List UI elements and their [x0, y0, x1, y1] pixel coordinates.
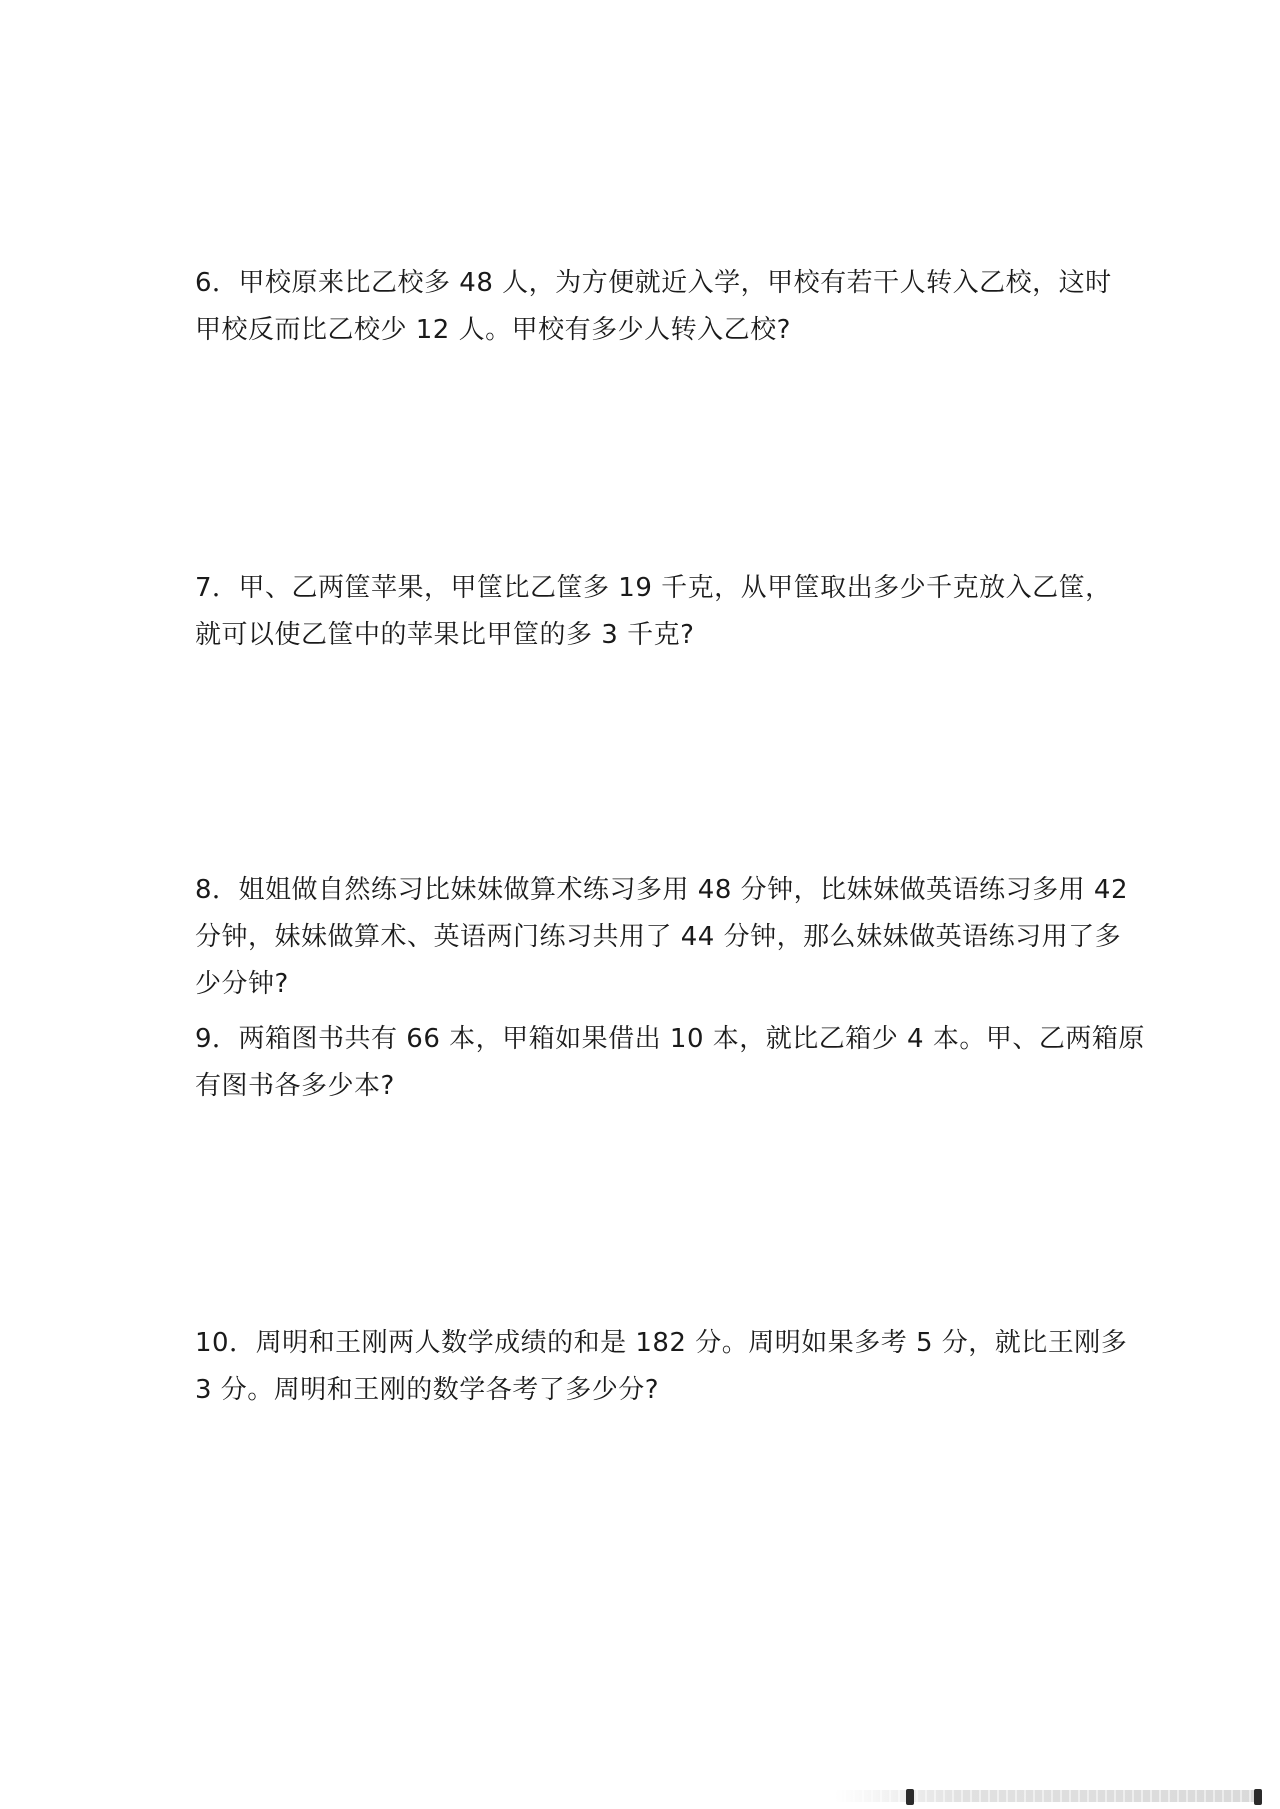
question-7-line-1: 7．甲、乙两筐苹果，甲筐比乙筐多 19 千克，从甲筐取出多少千克放入乙筐， [195, 573, 1112, 603]
question-9-line-2: 有图书各多少本? [195, 1071, 395, 1101]
question-9 [195, 1016, 1145, 1110]
question-7-line-2: 就可以使乙筐中的苹果比甲筐的多 3 千克? [195, 620, 695, 650]
scrollbar-left-handle[interactable] [906, 1789, 914, 1805]
scrollbar-track-pattern [835, 1790, 1260, 1802]
question-6 [195, 260, 1112, 354]
question-8-line-2: 分钟，妹妹做算术、英语两门练习共用了 44 分钟，那么妹妹做英语练习用了多 [195, 922, 1122, 952]
question-10-line-2: 3 分。周明和王刚的数学各考了多少分? [195, 1375, 660, 1405]
question-10 [195, 1320, 1128, 1414]
question-8-line-1: 8．姐姐做自然练习比妹妹做算术练习多用 48 分钟，比妹妹做英语练习多用 42 [195, 875, 1129, 905]
question-7 [195, 565, 1112, 659]
question-10-line-1: 10．周明和王刚两人数学成绩的和是 182 分。周明如果多考 5 分，就比王刚多 [195, 1328, 1128, 1358]
question-6-line-2: 甲校反而比乙校少 12 人。甲校有多少人转入乙校? [195, 315, 791, 345]
question-8 [195, 867, 1129, 1008]
question-9-line-1: 9．两箱图书共有 66 本，甲箱如果借出 10 本，就比乙箱少 4 本。甲、乙两箱原 [195, 1024, 1145, 1054]
question-8-line-3: 少分钟? [195, 969, 289, 999]
scrollbar-right-handle[interactable] [1254, 1789, 1262, 1805]
question-6-line-1: 6．甲校原来比乙校多 48 人，为方便就近入学，甲校有若干人转入乙校，这时 [195, 268, 1112, 298]
